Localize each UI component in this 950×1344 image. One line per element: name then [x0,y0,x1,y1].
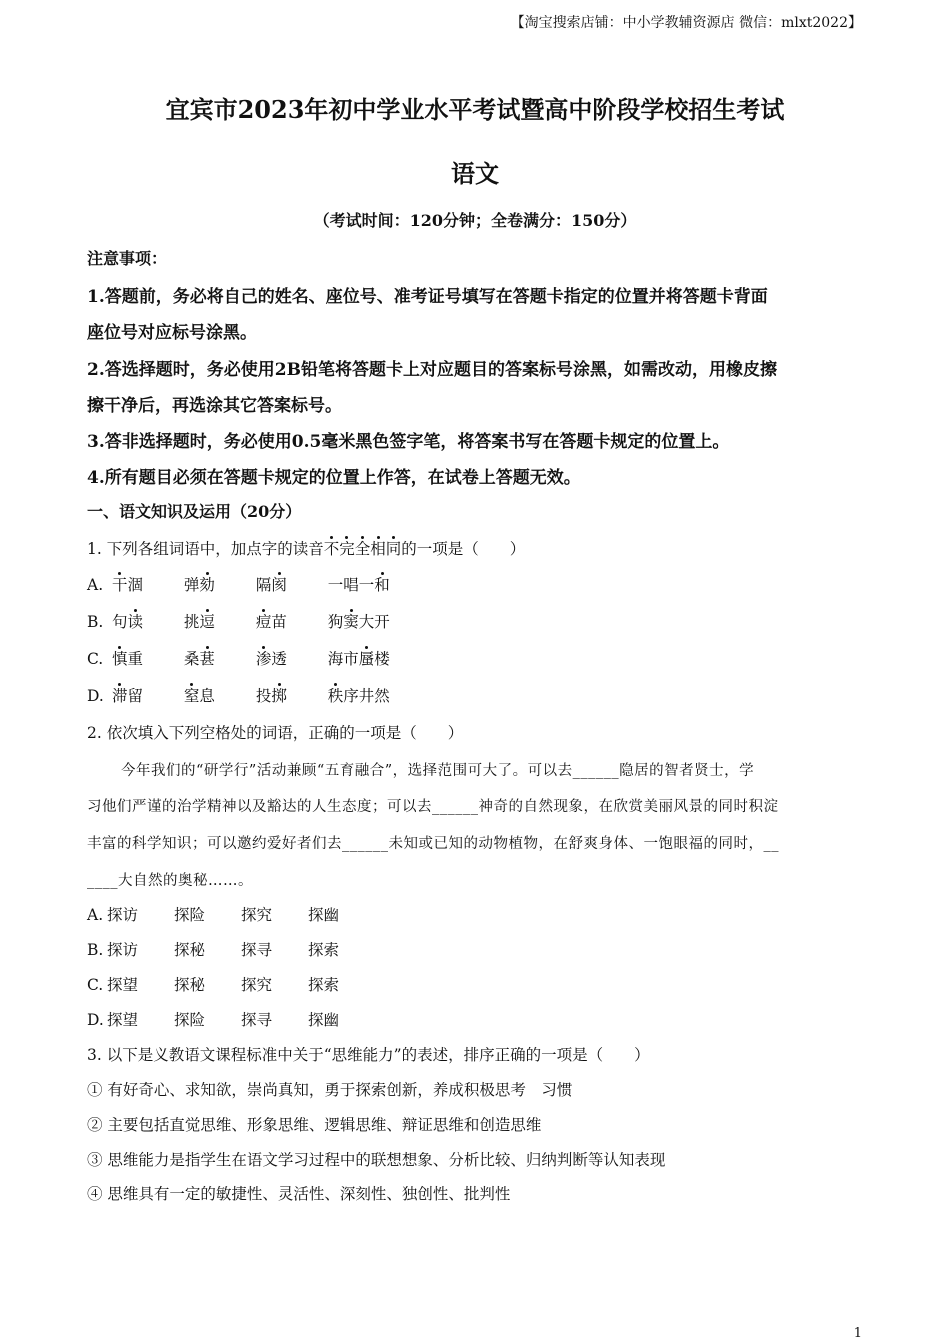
question-3-item: ① 有好奇心、求知欲，崇尚真知，勇于探索创新，养成积极思考 习惯 [87,1081,573,1099]
notice-line: 4.所有题目必须在答题卡规定的位置上作答，在试卷上答题无效。 [87,468,581,488]
notice-line: 3.答非选择题时，务必使用0.5毫米黑色签字笔，将答案书写在答题卡规定的位置上。 [87,432,730,452]
question-3-item: ④ 思维具有一定的敏捷性、灵活性、深刻性、独创性、批判性 [87,1185,511,1203]
notice-line: 擦干净后，再选涂其它答案标号。 [87,396,342,416]
question-3-item: ② 主要包括直觉思维、形象思维、逻辑思维、辩证思维和创造思维 [87,1116,542,1134]
exam-title: 宜宾市2023年初中学业水平考试暨高中阶段学校招生考试 [165,95,785,124]
header-note: 【淘宝搜索店铺：中小学教辅资源店 微信：mlxt2022】 [510,15,862,31]
question-1-option-c: C. 慎重 桑葚 渗透 海市蜃楼 [87,650,390,668]
passage-line: 丰富的科学知识；可以邀约爱好者们去______未知或已知的动物植物，在舒爽身体、一饱眼福的同时，__ [87,836,779,852]
subject-title: 语文 [451,159,499,188]
question-3-stem: 3. 以下是义教语文课程标准中关于“思维能力”的表述，排序正确的一项是（ ） [87,1046,650,1064]
emphasis-char: 全 [354,540,371,558]
question-3-item: ③ 思维能力是指学生在语文学习过程中的联想想象、分析比较、归纳判断等认知表现 [87,1151,666,1169]
emphasis-char: 相 [370,540,386,558]
question-1-stem: 1. 下列各组词语中，加点字的读音不完全相同的一项是（ ） [87,540,526,558]
notice-line: 座位号对应标号涂黑。 [87,323,257,343]
section-heading: 一、语文知识及运用（20分） [87,502,302,521]
emphasis-char: 完 [339,540,355,558]
question-1-option-d: D. 滞留 窒息 投掷 秩序井然 [87,687,390,705]
question-2-option-a: A. 探访 探险 探究 探幽 [87,906,340,924]
question-1-option-b: B. 句读 挑逗 痘苗 狗窦大开 [87,613,390,631]
question-2-option-c: C. 探望 探秘 探究 探索 [87,976,340,994]
passage-line: 今年我们的“研学行”活动兼顾“五育融合”，选择范围可大了。可以去______隐居的智者贤士，学 [121,763,755,779]
emphasis-char: 同 [385,540,402,558]
page-number: 1 [853,1326,862,1341]
notice-heading: 注意事项： [87,249,168,268]
notice-line: 2.答选择题时，务必使用2B铅笔将答题卡上对应题目的答案标号涂黑，如需改动，用橡皮擦 [87,360,777,380]
question-2-option-d: D. 探望 探险 探寻 探幽 [87,1011,340,1029]
question-2-option-b: B. 探访 探秘 探寻 探索 [87,941,340,959]
passage-line: ____大自然的奥秘……。 [87,873,253,889]
notice-line: 1.答题前，务必将自己的姓名、座位号、准考证号填写在答题卡指定的位置并将答题卡背面 [87,287,768,307]
question-2-stem: 2. 依次填入下列空格处的词语，正确的一项是（ ） [87,724,464,742]
exam-info: （考试时间：120分钟；全卷满分：150分） [313,211,637,230]
passage-line: 习他们严谨的治学精神以及豁达的人生态度；可以去______神奇的自然现象，在欣赏美丽风景的同时积淀 [87,799,779,815]
emphasis-char: 不 [323,540,340,558]
question-1-option-a: A. 干涸 弹劾 隔阂 一唱一和 [87,576,390,594]
